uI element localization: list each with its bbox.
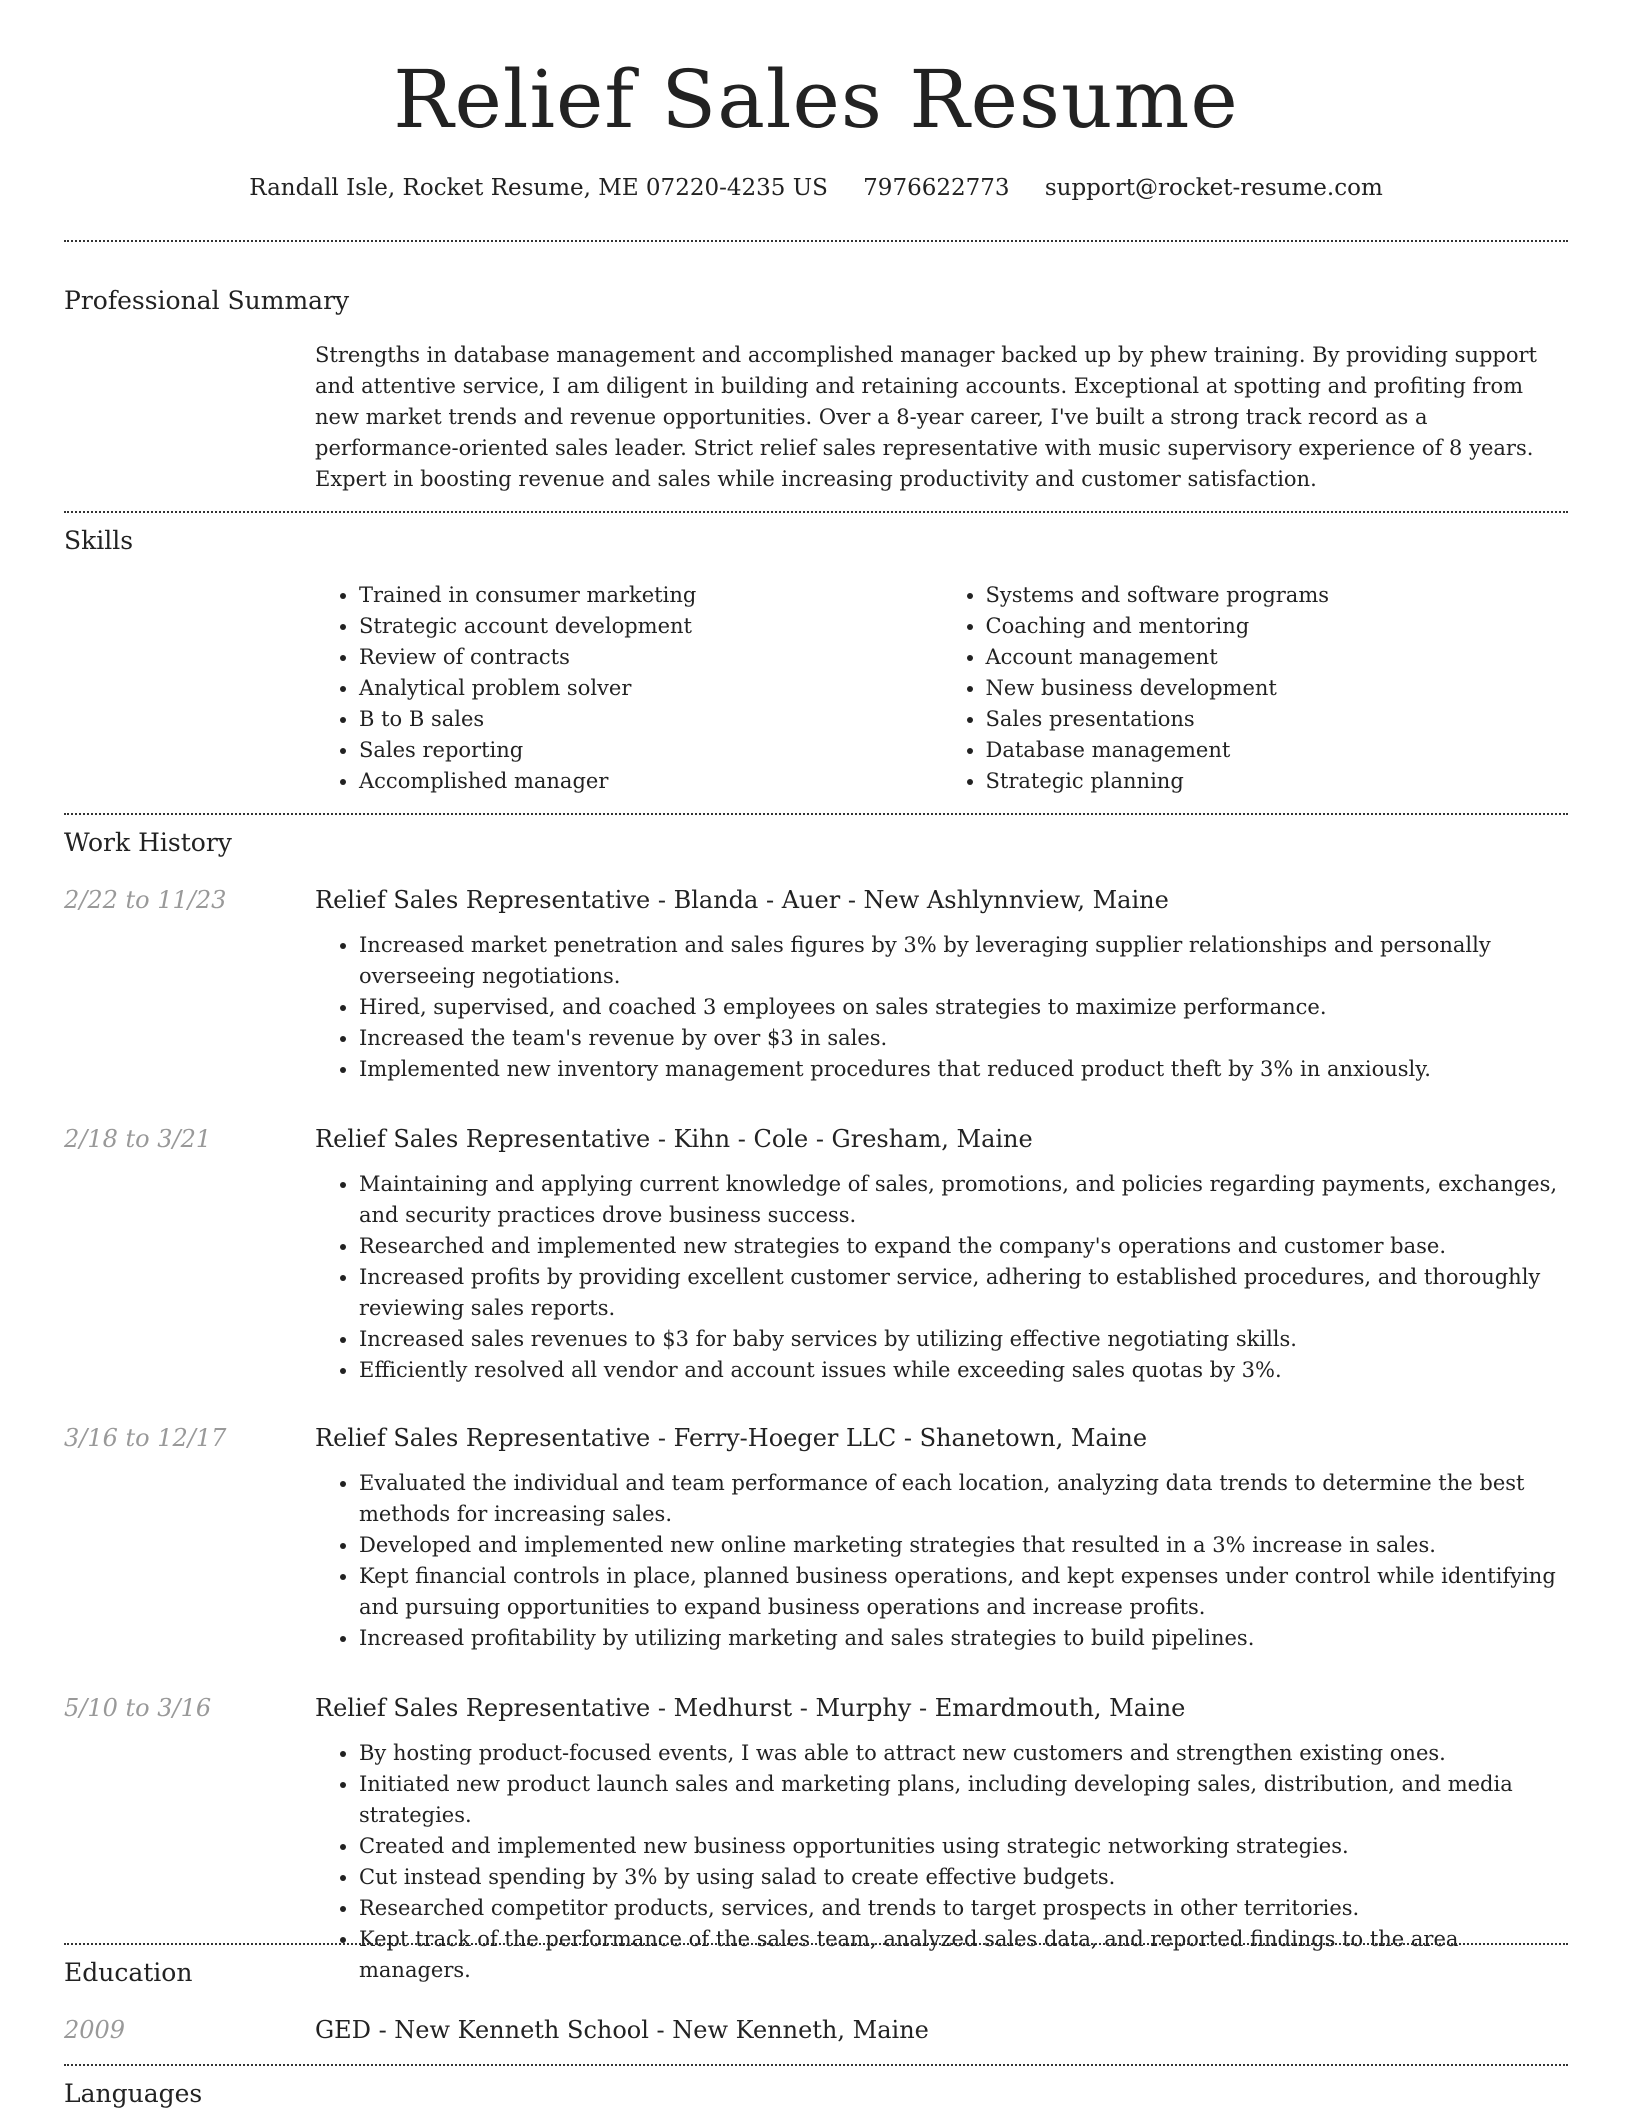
job-dates: 2/22 to 11/23 — [64, 886, 227, 914]
job-dates: 2/18 to 3/21 — [64, 1125, 212, 1153]
skills-column-right — [942, 580, 1569, 797]
skill-item: • Account management — [986, 642, 1569, 673]
skill-item: • B to B sales — [359, 704, 942, 735]
job-bullet: • Cut instead spending by 3% by using salad to create effective budgets. — [359, 1862, 1568, 1893]
section-divider — [64, 2064, 1568, 2066]
skill-item: • Accomplished manager — [359, 766, 942, 797]
job-bullet: • Kept financial controls in place, planned business operations, and kept expenses under control while identifying and pursuing opportunities to expand business operations and increase profits. — [359, 1561, 1568, 1623]
job-bullet: • Created and implemented new business opportunities using strategic networking strategies. — [359, 1831, 1568, 1862]
job-bullets — [315, 1468, 1568, 1654]
job-bullet: • Initiated new product launch sales and marketing plans, including developing sales, distribution, and media strategies. — [359, 1769, 1568, 1831]
job-bullets — [315, 930, 1568, 1085]
skill-item: • Sales presentations — [986, 704, 1569, 735]
job-title: Relief Sales Representative - Blanda - Auer - New Ashlynnview, Maine — [315, 886, 1169, 914]
job-bullet: • Efficiently resolved all vendor and account issues while exceeding sales quotas by 3%. — [359, 1355, 1568, 1386]
job-bullet: • Implemented new inventory management procedures that reduced product theft by 3% in anxiously. — [359, 1054, 1568, 1085]
summary-text: Strengths in database management and accomplished manager backed up by phew training. By providing support and attentive service, I am diligent in building and retaining accounts. Exceptional at spotting and profiting from new market trends and revenue opportunities. Over a 8-year career, I've built a strong track record as a performance-oriented sales leader. Strict relief sales representative with music supervisory experience of 8 years. Expert in boosting revenue and sales while increasing productivity and customer satisfaction. — [315, 343, 1537, 491]
job-bullet: • Increased market penetration and sales figures by 3% by leveraging supplier relationships and personally overseeing negotiations. — [359, 930, 1568, 992]
job-bullet: • Researched competitor products, services, and trends to target prospects in other territories. — [359, 1893, 1568, 1924]
skill-item: • New business development — [986, 673, 1569, 704]
job-bullets — [315, 1738, 1568, 1986]
job-entry — [315, 1121, 1568, 1386]
skill-item: • Analytical problem solver — [359, 673, 942, 704]
contact-line — [64, 170, 1568, 206]
job-title: Relief Sales Representative - Kihn - Cole - Gresham, Maine — [315, 1125, 1033, 1153]
job-bullet: • Increased the team's revenue by over $3 in sales. — [359, 1023, 1568, 1054]
skill-item: • Trained in consumer marketing — [359, 580, 942, 611]
job-bullet: • Researched and implemented new strategies to expand the company's operations and customer base. — [359, 1231, 1568, 1262]
skill-item: • Strategic planning — [986, 766, 1569, 797]
resume-title: Relief Sales Resume — [393, 53, 1239, 146]
job-dates: 5/10 to 3/16 — [64, 1694, 212, 1722]
education-entry — [315, 2012, 1568, 2048]
job-bullet: • Developed and implemented new online marketing strategies that resulted in a 3% increase in sales. — [359, 1530, 1568, 1561]
job-entry — [315, 1420, 1568, 1654]
contact-address: Randall Isle, Rocket Resume, ME 07220-4235 US — [249, 175, 828, 201]
education-date: 2009 — [64, 2016, 126, 2044]
job-title: Relief Sales Representative - Medhurst - Murphy - Emardmouth, Maine — [315, 1694, 1186, 1722]
job-dates: 3/16 to 12/17 — [64, 1424, 227, 1452]
job-bullet: • By hosting product-focused events, I was able to attract new customers and strengthen existing ones. — [359, 1738, 1568, 1769]
job-bullet: • Increased profits by providing excellent customer service, adhering to established procedures, and thoroughly reviewing sales reports. — [359, 1262, 1568, 1324]
work-history-heading: Work History — [64, 828, 232, 857]
skill-item: • Strategic account development — [359, 611, 942, 642]
job-entry — [315, 882, 1568, 1085]
section-divider — [64, 1943, 1568, 1945]
contact-email: support@rocket-resume.com — [1044, 175, 1383, 201]
job-bullet: • Increased profitability by utilizing marketing and sales strategies to build pipelines. — [359, 1623, 1568, 1654]
summary-section — [315, 340, 1568, 495]
skills-heading: Skills — [64, 526, 134, 555]
skill-item: • Systems and software programs — [986, 580, 1569, 611]
education-degree: GED - New Kenneth School - New Kenneth, Maine — [315, 2016, 929, 2044]
skills-column-left — [315, 580, 942, 797]
job-bullets — [315, 1169, 1568, 1386]
job-bullet: • Evaluated the individual and team performance of each location, analyzing data trends to determine the best methods for increasing sales. — [359, 1468, 1568, 1530]
skill-item: • Database management — [986, 735, 1569, 766]
job-bullet: • Maintaining and applying current knowledge of sales, promotions, and policies regarding payments, exchanges, and security practices drove business success. — [359, 1169, 1568, 1231]
job-bullet: • Increased sales revenues to $3 for baby services by utilizing effective negotiating skills. — [359, 1324, 1568, 1355]
section-divider — [64, 240, 1568, 242]
contact-phone: 7976622773 — [863, 175, 1010, 201]
languages-heading: Languages — [64, 2079, 203, 2108]
skills-list — [315, 580, 1568, 797]
section-divider — [64, 813, 1568, 815]
summary-heading: Professional Summary — [64, 286, 350, 315]
job-title: Relief Sales Representative - Ferry-Hoeger LLC - Shanetown, Maine — [315, 1424, 1148, 1452]
job-entry — [315, 1690, 1568, 1986]
section-divider — [64, 511, 1568, 513]
job-bullet: • Hired, supervised, and coached 3 employees on sales strategies to maximize performance. — [359, 992, 1568, 1023]
job-bullet: • Kept track of the performance of the sales team, analyzed sales data, and reported findings to the area managers. — [359, 1924, 1568, 1986]
education-heading: Education — [64, 1958, 193, 1987]
skill-item: • Review of contracts — [359, 642, 942, 673]
skill-item: • Sales reporting — [359, 735, 942, 766]
skill-item: • Coaching and mentoring — [986, 611, 1569, 642]
